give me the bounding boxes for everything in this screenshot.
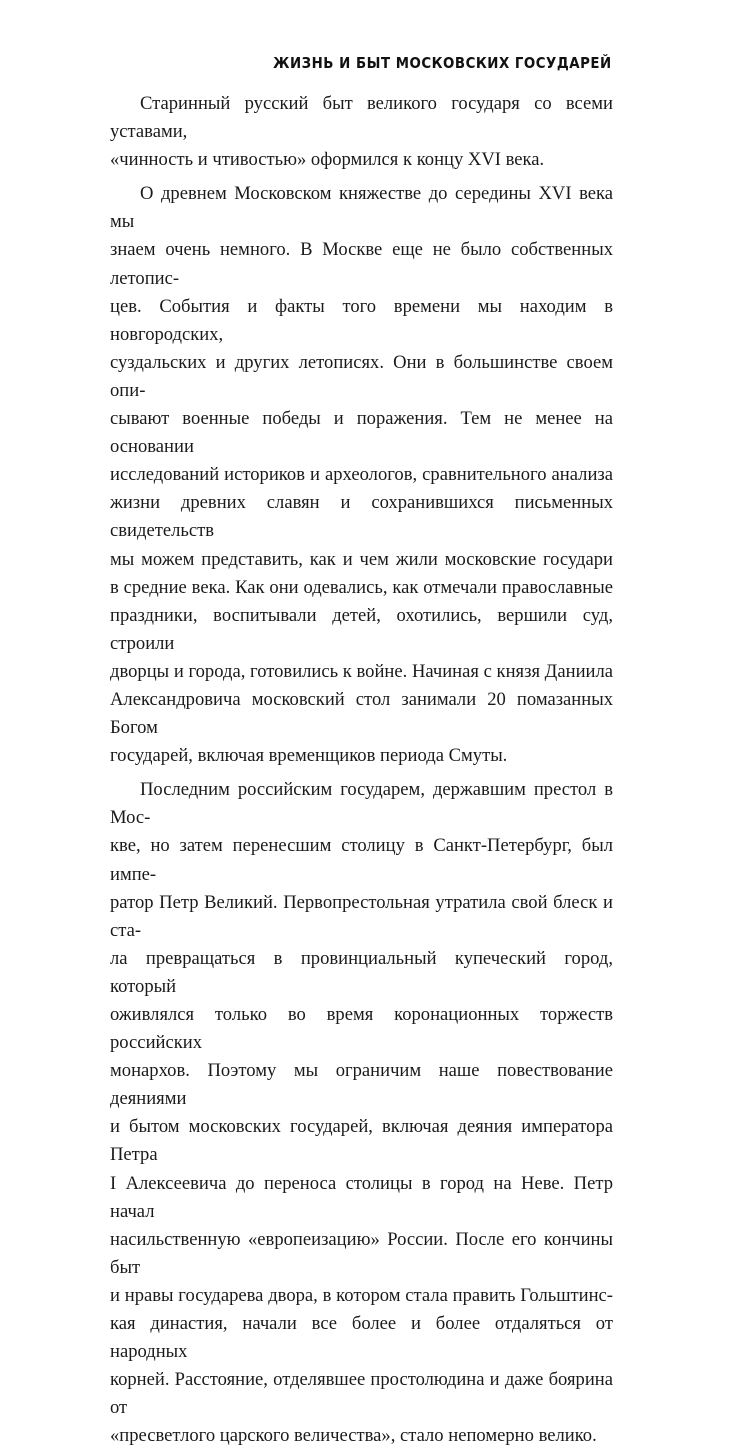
text-line: знаем очень немного. В Москве еще не было собственных летопис- <box>110 239 613 289</box>
text-line: дворцы и города, готовились к войне. Начиная с князя Даниила <box>110 660 613 682</box>
text-line: кве, но затем перенесшим столицу в Санкт-Петербург, был импе- <box>110 835 613 885</box>
text-line: жизни древних славян и сохранившихся письменных свидетельств <box>110 492 613 542</box>
text-line: мы можем представить, как и чем жили московские государи <box>110 548 613 570</box>
running-head: ЖИЗНЬ И БЫТ МОСКОВСКИХ ГОСУДАРЕЙ <box>273 54 612 72</box>
paragraph <box>110 180 613 770</box>
text-line: и нравы государева двора, в котором стала править Гольштинс- <box>110 1284 613 1306</box>
text-line: государей, включая временщиков периода Смуты. <box>110 745 508 767</box>
text-line: праздники, воспитывали детей, охотились, вершили суд, строили <box>110 604 613 654</box>
text-line: корней. Расстояние, отделявшее простолюдина и даже боярина от <box>110 1369 613 1419</box>
text-line: монархов. Поэтому мы ограничим наше повествование деяниями <box>110 1060 613 1110</box>
text-line: Александровича московский стол занимали 20 помазанных Богом <box>110 688 613 739</box>
paragraph <box>110 90 613 174</box>
text-line: Старинный русский быт великого государя со всеми уставами, <box>110 93 613 143</box>
text-line: «пресветлого царского величества», стало непомерно велико. <box>110 1425 597 1447</box>
text-line: «чинность и чтивостью» оформился к концу XVI века. <box>110 149 545 171</box>
text-line: сывают военные победы и поражения. Тем не менее на основании <box>110 408 613 458</box>
text-line: исследований историков и археологов, сравнительного анализа <box>110 464 613 486</box>
text-line: насильственную «европеизацию» России. После его кончины быт <box>110 1228 613 1278</box>
text-line: ратор Петр Великий. Первопрестольная утратила свой блеск и ста- <box>110 891 613 941</box>
text-line: Последним российским государем, державшим престол в Мос- <box>110 779 613 829</box>
body-text <box>110 90 613 1451</box>
text-line: I Алексеевича до переноса столицы в город на Неве. Петр начал <box>110 1172 613 1222</box>
text-line: суздальских и других летописях. Они в большинстве своем опи- <box>110 351 613 401</box>
text-line: в средние века. Как они одевались, как отмечали православные <box>110 576 613 598</box>
text-line: и бытом московских государей, включая деяния императора Петра <box>110 1116 613 1166</box>
text-line: кая династия, начали все более и более отдаляться от народных <box>110 1313 613 1363</box>
text-line: О древнем Московском княжестве до середины XVI века мы <box>110 183 613 233</box>
text-line: оживлялся только во время коронационных торжеств российских <box>110 1004 613 1054</box>
text-line: цев. События и факты того времени мы находим в новгородских, <box>110 295 613 345</box>
paragraph <box>110 776 613 1450</box>
text-line: ла превращаться в провинциальный купеческий город, который <box>110 947 613 997</box>
